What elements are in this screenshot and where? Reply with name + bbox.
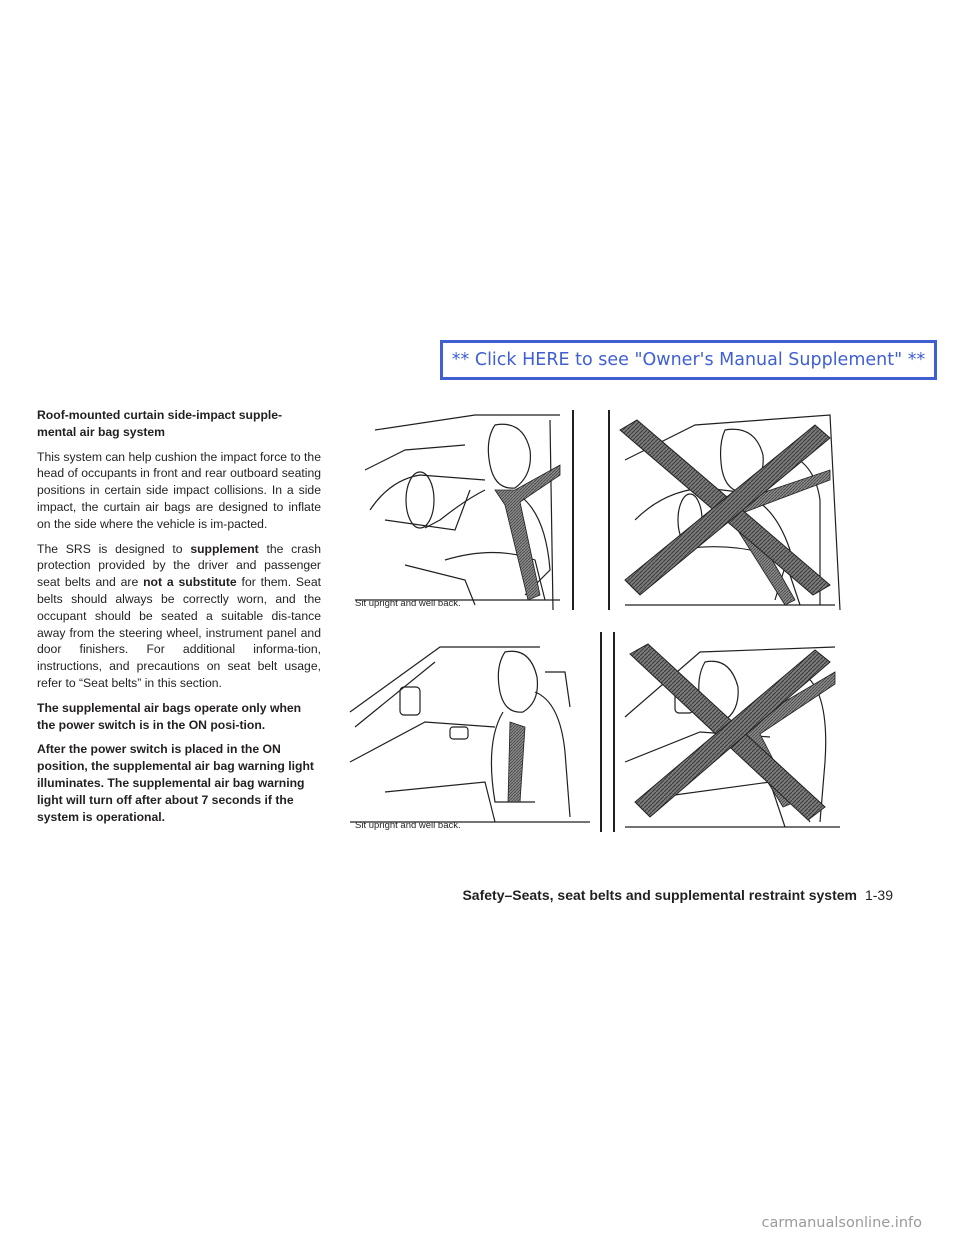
passenger-incorrect-illustration — [620, 632, 845, 832]
driver-correct-illustration — [345, 410, 570, 610]
footer-page-number: 1-39 — [864, 887, 893, 903]
figure-passenger-incorrect-posture — [620, 632, 845, 832]
paragraph-power-switch: The supplemental air bags operate only when the power switch is in the ON posi-tion. — [37, 700, 302, 732]
section-heading: Roof-mounted curtain side-impact supple-mental air bag system — [37, 408, 283, 439]
figure-divider-bottom-mid — [613, 632, 615, 832]
figure-driver-incorrect-posture — [615, 410, 845, 610]
figure-divider-top-mid — [608, 410, 610, 610]
figure-divider-top-left — [572, 410, 574, 610]
passenger-correct-illustration — [345, 632, 598, 832]
figure-caption-bottom-left: Sit upright and well back. — [355, 820, 461, 831]
driver-incorrect-illustration — [615, 410, 845, 610]
page-footer — [420, 887, 893, 903]
text-column — [37, 407, 321, 833]
figure-divider-bottom-left — [600, 632, 602, 832]
paragraph-intro: This system can help cushion the impact force to the head of occupants in front and rear outboard seating positions in certain side impact collisions. In a side impact, the curtain air bags are designed to inflate on the side where the vehicle is im-pacted. — [37, 449, 321, 531]
figure-caption-top-left: Sit upright and well back. — [355, 598, 461, 609]
supplement-link-label: ** Click HERE to see "Owner's Manual Supplement" ** — [451, 350, 926, 370]
paragraph-srs — [37, 541, 321, 692]
footer-section-title: Safety–Seats, seat belts and supplemental restraint system — [462, 887, 857, 903]
srs-text-post: for them. Seat belts should always be correctly worn, and the occupant should be seated a suitable dis-tance away from the steering wheel, instrument panel and door finishers. For additional informa-tion, instructions, and precautions on seat belt usage, refer to “Seat belts” in this section. — [37, 575, 322, 690]
figure-driver-correct-posture — [345, 410, 570, 610]
site-watermark: carmanualsonline.info — [761, 1215, 922, 1231]
owners-manual-supplement-link[interactable] — [440, 340, 937, 380]
paragraph-warning-light: After the power switch is placed in the ON position, the supplemental air bag warning light illuminates. The supplemental air bag warning light will turn off after about 7 seconds if the system is operational. — [37, 742, 314, 824]
figure-passenger-correct-posture — [345, 632, 598, 832]
srs-text-mid: the crash protection provided by the driver and passenger seat belts and are — [37, 541, 321, 590]
srs-text-pre: The SRS is designed to — [37, 541, 191, 556]
srs-bold-not-substitute: not a substitute — [143, 575, 237, 590]
srs-bold-supplement: supplement — [190, 541, 259, 556]
